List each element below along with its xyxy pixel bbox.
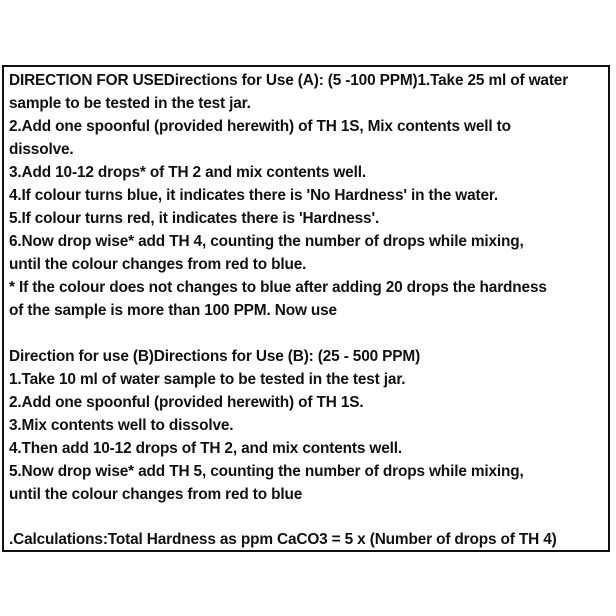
instructions-document [2,65,610,552]
section-b-line-1: Direction for use (B)Directions for Use (B): (25 - 500 PPM) [9,348,421,365]
section-a-line-9: until the colour changes from red to blue. [9,256,307,273]
section-a-line-2: sample to be tested in the test jar. [9,95,251,112]
section-b-line-4: 3.Mix contents well to dissolve. [9,417,234,434]
section-a-line-1: DIRECTION FOR USEDirections for Use (A): (5 -100 PPM)1.Take 25 ml of water [9,72,569,89]
section-b-line-3: 2.Add one spoonful (provided herewith) of TH 1S. [9,394,364,411]
section-b-line-7: until the colour changes from red to blue [9,486,303,503]
section-a-line-7: 5.If colour turns red, it indicates there is 'Hardness'. [9,210,380,227]
section-a-line-11: of the sample is more than 100 PPM. Now use [9,302,337,319]
section-a-line-6: 4.If colour turns blue, it indicates there is 'No Hardness' in the water. [9,187,498,204]
section-b-line-5: 4.Then add 10-12 drops of TH 2, and mix contents well. [9,440,402,457]
section-a-line-3: 2.Add one spoonful (provided herewith) of TH 1S, Mix contents well to [9,118,511,135]
section-a-line-4: dissolve. [9,141,74,158]
section-a-line-10: * If the colour does not changes to blue after adding 20 drops the hardness [9,279,547,296]
section-a-line-8: 6.Now drop wise* add TH 4, counting the number of drops while mixing, [9,233,524,250]
calculation-line: .Calculations:Total Hardness as ppm CaCO3 = 5 x (Number of drops of TH 4) [9,531,557,548]
section-a-line-5: 3.Add 10-12 drops* of TH 2 and mix contents well. [9,164,366,181]
section-b-line-6: 5.Now drop wise* add TH 5, counting the number of drops while mixing, [9,463,524,480]
section-b-line-2: 1.Take 10 ml of water sample to be tested in the test jar. [9,371,406,388]
